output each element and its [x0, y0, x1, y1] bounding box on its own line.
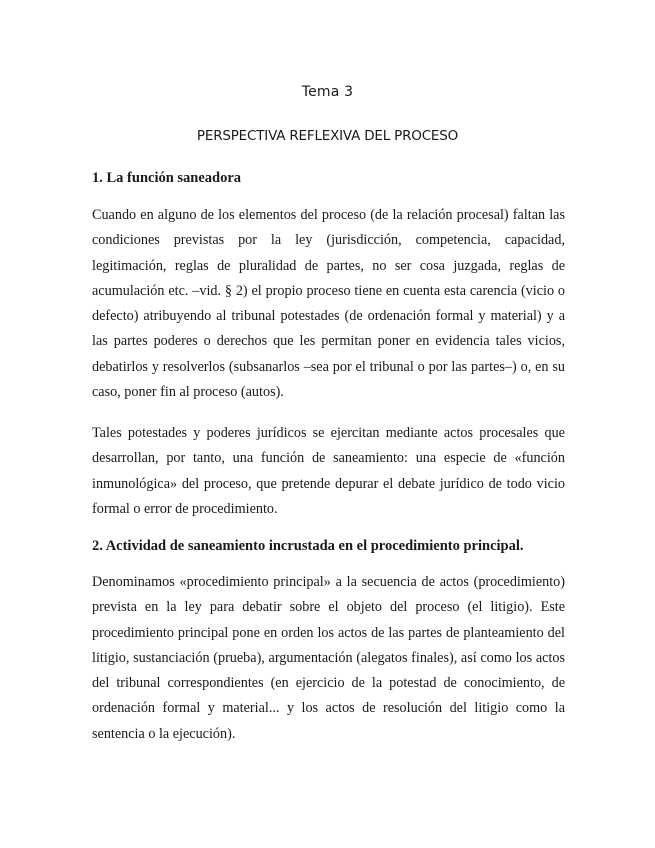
document-subtitle: PERSPECTIVA REFLEXIVA DEL PROCESO — [196, 128, 459, 144]
paragraph-saneadora-1: Cuando en alguno de los elementos del proceso (de la relación procesal) faltan las condiciones previstas por la ley (jurisdicción, competencia, capacidad, legitimación, reglas de pluralidad de partes, no ser cosa juzgada, reglas de acumulación etc. –vid. § 2) el propio proceso tiene en cuenta esta carencia (vicio o defecto) atribuyendo al tribunal potestades (de ordenación formal y material) y a las partes poderes o derechos que les permitan poner en evidencia tales vicios, debatirlos y resolverlos (subsanarlos –sea por el tribunal o por las partes–) o, en su caso, poner fin al proceso (autos). — [92, 207, 565, 401]
section-heading-saneadora: 1. La función saneadora — [92, 170, 242, 186]
paragraph-saneadora-2: Tales potestades y poderes jurídicos se ejercitan mediante actos procesales que desarrollan, por tanto, una función de saneamiento: una especie de «función inmunológica» del proceso, que pretende depurar el debate jurídico de todo vicio formal o error de procedimiento. — [92, 425, 565, 517]
section-heading-actividad-saneamiento: 2. Actividad de saneamiento incrustada en el procedimiento principal. — [92, 538, 524, 554]
paragraph-procedimiento-principal: Denominamos «procedimiento principal» a la secuencia de actos (procedimiento) prevista en la ley para debatir sobre el objeto del proceso (el litigio). Este procedimiento principal pone en orden los actos de las partes de planteamiento del litigio, sustanciación (prueba), argumentación (alegatos finales), así como los actos del tribunal correspondientes (en ejercicio de la potestad de conocimiento, de ordenación formal y material... y los actos de resolución del litigio como la sentencia o la ejecución). — [92, 574, 565, 742]
document-title: Tema 3 — [301, 84, 354, 100]
